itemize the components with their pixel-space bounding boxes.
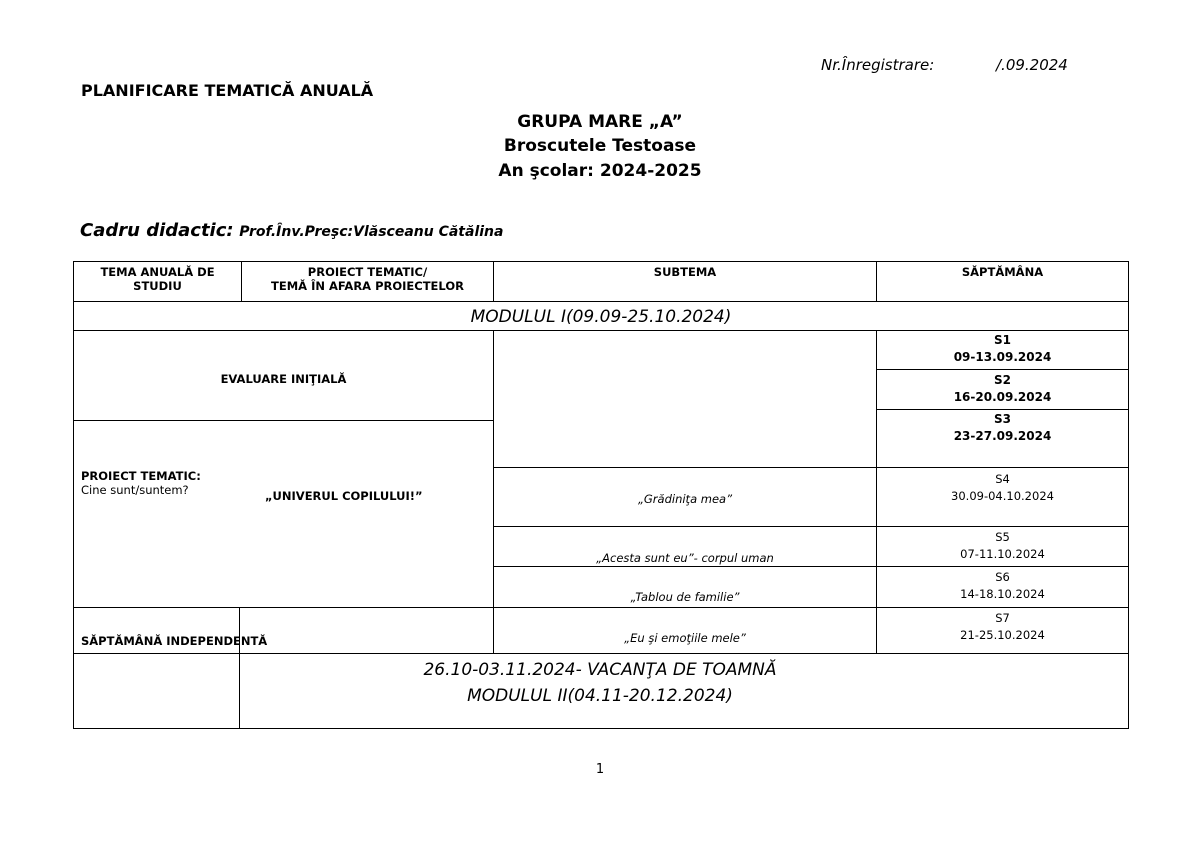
week-s3: S3 23-27.09.2024 bbox=[953, 412, 1052, 443]
table-line bbox=[73, 261, 74, 729]
table-line bbox=[73, 607, 1129, 608]
project-label-block bbox=[81, 469, 201, 497]
table-line bbox=[493, 526, 1129, 527]
table-line bbox=[73, 330, 1129, 331]
table-line bbox=[493, 566, 1129, 567]
week-s1: S1 09-13.09.2024 bbox=[953, 333, 1052, 364]
week-s6: S6 14-18.10.2024 bbox=[960, 570, 1045, 601]
school-year: An şcolar: 2024-2025 bbox=[498, 161, 702, 181]
subtheme-s7: „Eu şi emoţiile mele” bbox=[624, 631, 746, 645]
week-s2: S2 16-20.09.2024 bbox=[953, 373, 1052, 404]
table-line bbox=[73, 420, 493, 421]
module-2-title: MODULUL II(04.11-20.12.2024) bbox=[467, 686, 733, 706]
teacher-name: Prof.Înv.Preşc:Vlăsceanu Cătălina bbox=[239, 224, 504, 240]
header-subtheme: SUBTEMA bbox=[653, 265, 717, 279]
module-1-title: MODULUL I(09.09-25.10.2024) bbox=[470, 307, 732, 327]
table-line bbox=[73, 653, 1129, 654]
teacher-line bbox=[80, 220, 503, 241]
subtheme-s5: „Acesta sunt eu”- corpul uman bbox=[596, 551, 774, 565]
table-line bbox=[73, 301, 1129, 302]
document-title: PLANIFICARE TEMATICĂ ANUALĂ bbox=[81, 81, 374, 100]
independent-week: SĂPTĂMÂNĂ INDEPENDENTĂ bbox=[81, 634, 268, 648]
header-week: SĂPTĂMÂNA bbox=[961, 265, 1044, 279]
project-label: PROIECT TEMATIC: bbox=[81, 469, 201, 483]
group-subtitle: Broscutele Testoase bbox=[503, 136, 697, 156]
vacation-title: 26.10-03.11.2024- VACANŢA DE TOAMNĂ bbox=[423, 660, 777, 680]
header-project: PROIECT TEMATIC/ TEMĂ ÎN AFARA PROIECTELOR bbox=[271, 265, 464, 293]
table-line bbox=[1128, 261, 1129, 729]
subtheme-s6: „Tablou de familie” bbox=[630, 590, 740, 604]
week-s5: S5 07-11.10.2024 bbox=[960, 530, 1045, 561]
table-line bbox=[493, 467, 1129, 468]
registration-label: Nr.Înregistrare: bbox=[821, 56, 935, 74]
project-question: Cine sunt/suntem? bbox=[81, 483, 189, 497]
teacher-label: Cadru didactic: bbox=[80, 220, 234, 241]
table-line bbox=[876, 409, 1129, 410]
subtheme-s4: „Grădiniţa mea” bbox=[637, 492, 733, 506]
initial-evaluation: EVALUARE INIŢIALĂ bbox=[220, 372, 347, 386]
page-number: 1 bbox=[595, 762, 605, 777]
vacation-and-module-2 bbox=[240, 657, 960, 709]
registration-date: /.09.2024 bbox=[996, 56, 1068, 74]
group-name: GRUPA MARE „A” bbox=[517, 112, 683, 132]
week-s4: S4 30.09-04.10.2024 bbox=[951, 472, 1054, 503]
table-line bbox=[73, 728, 1129, 729]
project-name: „UNIVERUL COPILULUI!” bbox=[265, 489, 423, 503]
week-s7: S7 21-25.10.2024 bbox=[960, 611, 1045, 642]
table-line bbox=[73, 261, 1129, 262]
header-annual-theme: TEMA ANUALĂ DE STUDIU bbox=[100, 265, 215, 293]
table-line bbox=[876, 369, 1129, 370]
